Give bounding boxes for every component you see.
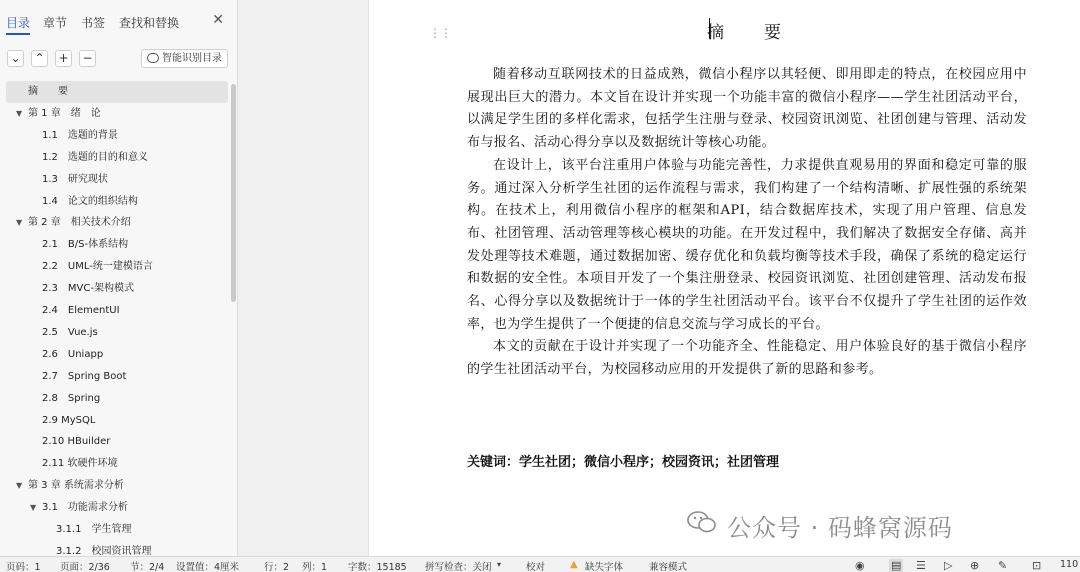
- toc-item[interactable]: [6, 169, 228, 191]
- toc-item-label: 1.3 研究现状: [42, 173, 108, 185]
- toc-item-label: 2.1 B/S-体系结构: [42, 239, 129, 251]
- toc-item[interactable]: [6, 191, 228, 213]
- toc-item-label: 2.5 Vue.js: [42, 326, 98, 338]
- eye-icon[interactable]: ◉: [855, 559, 865, 572]
- toc-item[interactable]: [6, 497, 228, 519]
- status-page[interactable]: 页面：2/36: [60, 562, 110, 572]
- minus-icon[interactable]: −: [79, 50, 96, 67]
- toc-item[interactable]: [6, 256, 228, 278]
- tab-bookmarks[interactable]: 书签: [81, 16, 106, 30]
- expand-arrow-icon[interactable]: ▼: [30, 503, 37, 513]
- toc-item-label: 3.1.2 校园资讯管理: [56, 545, 152, 556]
- toc-scrollbar[interactable]: [231, 84, 236, 302]
- expand-arrow-icon[interactable]: ▼: [16, 108, 23, 118]
- page-view-icon[interactable]: ▤: [891, 559, 902, 572]
- chevron-down-icon[interactable]: ⌄: [7, 50, 24, 67]
- toc-item-label: 2.2 UML-统一建模语言: [42, 261, 153, 273]
- close-icon[interactable]: ✕: [212, 12, 224, 28]
- pen-icon[interactable]: ✎: [998, 559, 1008, 572]
- toc-item-label: 1.4 论文的组织结构: [42, 195, 138, 207]
- toc-item[interactable]: [6, 212, 228, 234]
- toc-item[interactable]: [6, 541, 228, 556]
- toc-item-label: 1.2 选题的目的和意义: [42, 151, 148, 163]
- status-words[interactable]: 字数：15185: [348, 562, 407, 572]
- toc-item-label: 第 1 章 绪 论: [28, 107, 101, 119]
- status-spell-check[interactable]: 拼写检查：关闭: [425, 562, 492, 572]
- tab-toc[interactable]: 目录: [6, 16, 31, 30]
- status-proof[interactable]: 校对: [526, 562, 546, 572]
- toc-item-label: 第 2 章 相关技术介绍: [28, 217, 131, 229]
- outline-view-icon[interactable]: ☰: [916, 559, 926, 572]
- toc-item-label: 2.6 Uniapp: [42, 348, 104, 360]
- chevron-down-icon[interactable]: ▾: [497, 560, 502, 569]
- toc-item[interactable]: [6, 322, 228, 344]
- tab-find-replace[interactable]: 查找和替换: [119, 16, 180, 30]
- warning-icon: ▲: [570, 559, 578, 570]
- paragraph: 随着移动互联网技术的日益成熟，微信小程序以其轻便、即用即走的特点，在校园应用中展现出巨大的潜力。本文旨在设计并实现一个功能丰富的微信小程序——学生社团活动平台，以满足学生团的多样化需求，包括学生注册与登录、校园资讯浏览、社团创建与管理、活动发布与报名、活动心得分享以及数据统计等核心功能。: [467, 67, 1027, 151]
- expand-arrow-icon[interactable]: ▼: [16, 481, 23, 491]
- toc-item[interactable]: [6, 453, 228, 475]
- abstract-body[interactable]: [467, 64, 1027, 382]
- toc-item-label: 2.7 Spring Boot: [42, 370, 127, 382]
- drag-handle-icon[interactable]: ⋮⋮: [429, 26, 451, 40]
- toc-item[interactable]: [6, 147, 228, 169]
- toc-item[interactable]: [6, 366, 228, 388]
- toc-item[interactable]: [6, 300, 228, 322]
- document-page[interactable]: [368, 0, 1080, 556]
- toc-item-label: 摘 要: [28, 86, 68, 97]
- toc-item-label: 1.1 选题的背景: [42, 129, 118, 141]
- toc-item[interactable]: [6, 103, 228, 125]
- toc-item[interactable]: [6, 519, 228, 541]
- toc-item[interactable]: [6, 278, 228, 300]
- fit-page-icon[interactable]: ⊡: [1032, 559, 1042, 572]
- toc-item[interactable]: [6, 81, 228, 103]
- toc-item[interactable]: [6, 344, 228, 366]
- toc-item-label: 2.9 MySQL: [42, 414, 96, 426]
- status-page-num: 页码：1: [6, 562, 41, 572]
- status-setting[interactable]: 设置值：4厘米: [176, 562, 240, 572]
- smart-toc-label: 智能识别目录: [162, 53, 222, 64]
- status-missing-font[interactable]: 缺失字体: [585, 562, 624, 572]
- smart-toc-icon: [147, 53, 159, 63]
- toc-item[interactable]: [6, 234, 228, 256]
- navigation-pane: [0, 0, 238, 556]
- toc-item[interactable]: [6, 388, 228, 410]
- paragraph: 在设计上，该平台注重用户体验与功能完善性，力求提供直观易用的界面和稳定可靠的服务。通过深入分析学生社团的运作流程与需求，我们构建了一个结构清晰、扩展性强的系统架构。在技术上，利用微信小程序的框架和API，结合数据库技术，实现了用户管理、信息发布、社团管理、活动管理等核心模块的功能。在开发过程中，我们解决了数据安全存储、高并发处理等技术难题，通过数据加密、缓存优化和负载均衡等技术手段，确保了系统的稳定运行和数据的安全性。本项目开发了一个集注册登录、校园资讯浏览、社团创建管理、活动发布报名、心得分享以及数据统计于一体的学生社团活动平台。该平台不仅提升了学生社团的运作效率，也为学生提供了一个便捷的信息交流与学习成长的平台。: [467, 157, 1027, 332]
- toc-item-label: 第 3 章 系统需求分析: [28, 480, 124, 492]
- wechat-icon: [687, 510, 717, 534]
- chevron-up-icon[interactable]: ⌃: [31, 50, 48, 67]
- zoom-level[interactable]: 110: [1060, 559, 1079, 570]
- keywords-line: 关键词：学生社团；微信小程序；校园资讯；社团管理: [467, 455, 780, 470]
- toc-item-label: 2.11 软硬件环境: [42, 458, 118, 470]
- tab-chapters[interactable]: 章节: [43, 16, 68, 30]
- watermark-text: 公众号 · 码蜂窝源码: [727, 514, 953, 542]
- status-row: 行：2: [264, 562, 290, 572]
- toc-item[interactable]: [6, 475, 228, 497]
- page-title: 摘 要: [707, 23, 783, 43]
- toc-item[interactable]: [6, 431, 228, 453]
- toc-item[interactable]: [6, 125, 228, 147]
- toc-list: [0, 81, 232, 556]
- nav-tabs: [0, 0, 238, 40]
- toc-toolbar: [0, 47, 238, 73]
- toc-item-label: 2.8 Spring: [42, 392, 101, 404]
- toc-item[interactable]: [6, 410, 228, 432]
- watermark: [727, 508, 953, 543]
- globe-icon[interactable]: ⊕: [970, 559, 980, 572]
- smart-toc-button[interactable]: [141, 49, 228, 68]
- status-bar: [0, 556, 1080, 572]
- active-tab-indicator: [6, 33, 30, 35]
- status-section: 节：2/4: [130, 562, 165, 572]
- plus-icon[interactable]: +: [55, 50, 72, 67]
- status-col: 列：1: [302, 562, 328, 572]
- status-compat-mode: 兼容模式: [649, 562, 688, 572]
- play-icon[interactable]: ▷: [944, 559, 953, 572]
- toc-item-label: 2.10 HBuilder: [42, 436, 111, 448]
- toc-item-label: 3.1 功能需求分析: [42, 502, 128, 514]
- toc-item-label: 3.1.1 学生管理: [56, 524, 132, 535]
- toc-item-label: 2.4 ElementUI: [42, 305, 120, 316]
- expand-arrow-icon[interactable]: ▼: [16, 218, 23, 228]
- toc-item-label: 2.3 MVC-架构模式: [42, 283, 134, 295]
- paragraph: 本文的贡献在于设计并实现了一个功能齐全、性能稳定、用户体验良好的基于微信小程序的学生社团活动平台，为校园移动应用的开发提供了新的思路和参考。: [467, 339, 1027, 378]
